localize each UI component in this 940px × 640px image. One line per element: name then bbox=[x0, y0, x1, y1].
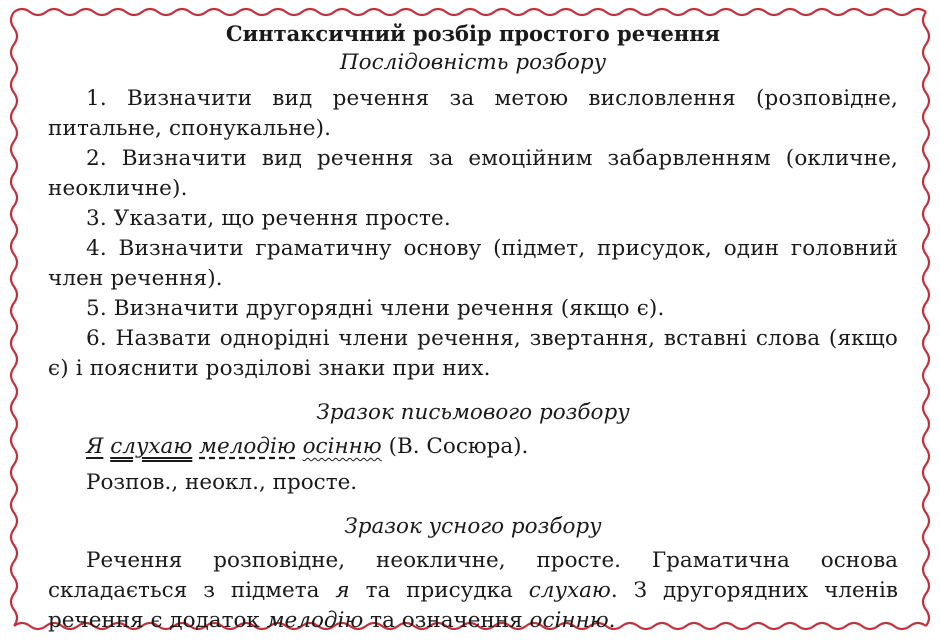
word-predicate: слухаю bbox=[110, 434, 193, 459]
parsing-guide bbox=[48, 20, 898, 636]
step-item: 5. Визначити другорядні члени речення (якщо є). bbox=[86, 296, 665, 321]
frame-edge bbox=[14, 9, 926, 15]
oral-word-object: мелодію bbox=[266, 608, 364, 633]
oral-word-attribute: осінню bbox=[529, 608, 609, 633]
steps-list bbox=[48, 84, 898, 384]
oral-example-heading: Зразок усного розбору bbox=[344, 514, 602, 539]
step-item: 3. Указати, що речення просте. bbox=[86, 206, 451, 231]
oral-text-part: та присудка bbox=[349, 578, 529, 603]
step-item: 6. Назвати однорідні члени речення, звертання, вставні слова (якщо є) і пояснити розділові знаки при них. bbox=[48, 326, 898, 381]
example-sentence bbox=[48, 432, 898, 462]
frame-edge bbox=[11, 12, 17, 626]
word-object: мелодію bbox=[199, 434, 296, 459]
subtitle: Послідовність розбору bbox=[339, 50, 607, 75]
step-item: 2. Визначити вид речення за емоційним забарвленням (окличне, неокличне). bbox=[48, 146, 898, 201]
oral-text-part: . bbox=[608, 608, 616, 633]
oral-example-text bbox=[48, 546, 898, 636]
frame-edge bbox=[923, 12, 929, 626]
example-characteristics: Розпов., неокл., просте. bbox=[86, 470, 358, 495]
oral-example bbox=[48, 546, 898, 636]
oral-word-subject: я bbox=[335, 578, 350, 603]
oral-text-part: . З другорядних членів речення є додаток bbox=[48, 578, 898, 633]
oral-word-predicate: слухаю bbox=[528, 578, 611, 603]
step-item: 4. Визначити граматичну основу (підмет, присудок, один головний член речення). bbox=[48, 236, 898, 291]
word-attribute: осінню bbox=[302, 434, 382, 459]
oral-text-part: Речення розповідне, неокличне, просте. Граматична основа складається з підмета bbox=[48, 548, 898, 603]
word-subject: Я bbox=[86, 434, 104, 459]
page-title: Синтаксичний розбір простого речення bbox=[225, 21, 721, 46]
step-item: 1. Визначити вид речення за метою висловлення (розповідне, питальне, спонукальне). bbox=[48, 86, 898, 141]
oral-text-part: та означення bbox=[363, 608, 530, 633]
example-author: (В. Сосюра). bbox=[388, 434, 529, 459]
written-example-heading: Зразок письмового розбору bbox=[316, 400, 630, 425]
